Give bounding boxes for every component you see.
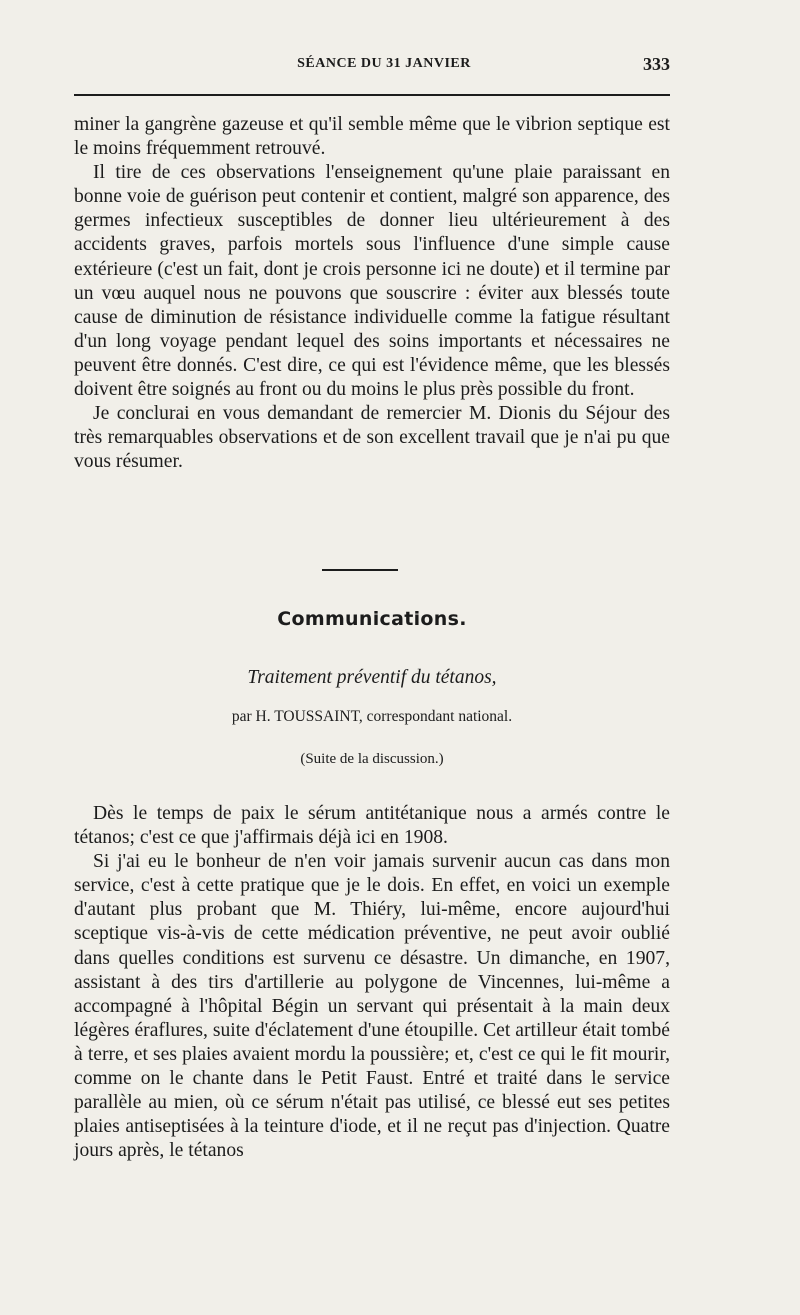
running-title: SÉANCE DU 31 JANVIER (297, 56, 471, 71)
byline: par H. TOUSSAINT, correspondant national. (231, 708, 513, 725)
section-separator (322, 569, 398, 571)
body-text-bottom (74, 802, 670, 1163)
section-title: Communications. (277, 608, 467, 630)
running-head (74, 52, 670, 76)
paragraph-continuation: miner la gangrène gazeuse et qu'il semble même que le vibrion septique est le moins fréquemment retrouvé. (74, 114, 670, 160)
page-number: 333 (643, 54, 670, 74)
paragraph-serum: Dès le temps de paix le sérum antitétanique nous a armés contre le tétanos; c'est ce que j'affirmais déjà ici en 1908. (74, 803, 670, 849)
header-rule (74, 94, 670, 96)
paragraph-observations: Il tire de ces observations l'enseignement qu'une plaie paraissant en bonne voie de guérison peut contenir et contient, malgré son apparence, des germes infectieux susceptibles de donner lieu ultérieurement à des accidents graves, parfois mortels sous l'influence d'une simple cause extérieure (c'est un fait, dont je crois personne ici ne doute) et il termine par un vœu auquel nous ne pouvons que souscrire : éviter aux blessés toute cause de diminution de résistance individuelle comme la fatigue résultant d'un long voyage pendant lequel des soins importants et nécessaires ne peuvent être donnés. C'est dire, ce qui est l'évidence même, que les blessés doivent être soignés au front ou du moins le plus près possible du front. (74, 162, 670, 401)
discussion-note: (Suite de la discussion.) (300, 751, 444, 767)
paragraph-case: Si j'ai eu le bonheur de n'en voir jamais survenir aucun cas dans mon service, c'est à cette pratique que je le dois. En effet, en voici un exemple d'autant plus probant que M. Thiéry, lui-même, encore aujourd'hui sceptique vis-à-vis de cette médication préventive, ne peut avoir oublié dans quelles conditions est survenu ce désastre. Un dimanche, en 1907, assistant à des tirs d'artillerie au polygone de Vincennes, lui-même a accompagné à l'hôpital Bégin un servant qui présentait à la main deux légères éraflures, suite d'éclatement d'une étoupille. Cet artilleur était tombé à terre, et ses plaies avaient mordu la poussière; et, c'est ce qui le fit mourir, comme on le chante dans le Petit Faust. Entré et traité dans le service parallèle au mien, où ce sérum n'était pas utilisé, ce blessé eut ses petites plaies antiseptisées à la teinture d'iode, et il ne reçut pas d'injection. Quatre jours après, le tétanos (74, 851, 670, 1162)
body-text-top (74, 113, 670, 474)
article-title: Traitement préventif du tétanos, (247, 667, 497, 688)
paragraph-conclusion: Je conclurai en vous demandant de remercier M. Dionis du Séjour des très remarquables observations et de son excellent travail que je n'ai pu que vous résumer. (74, 403, 670, 473)
